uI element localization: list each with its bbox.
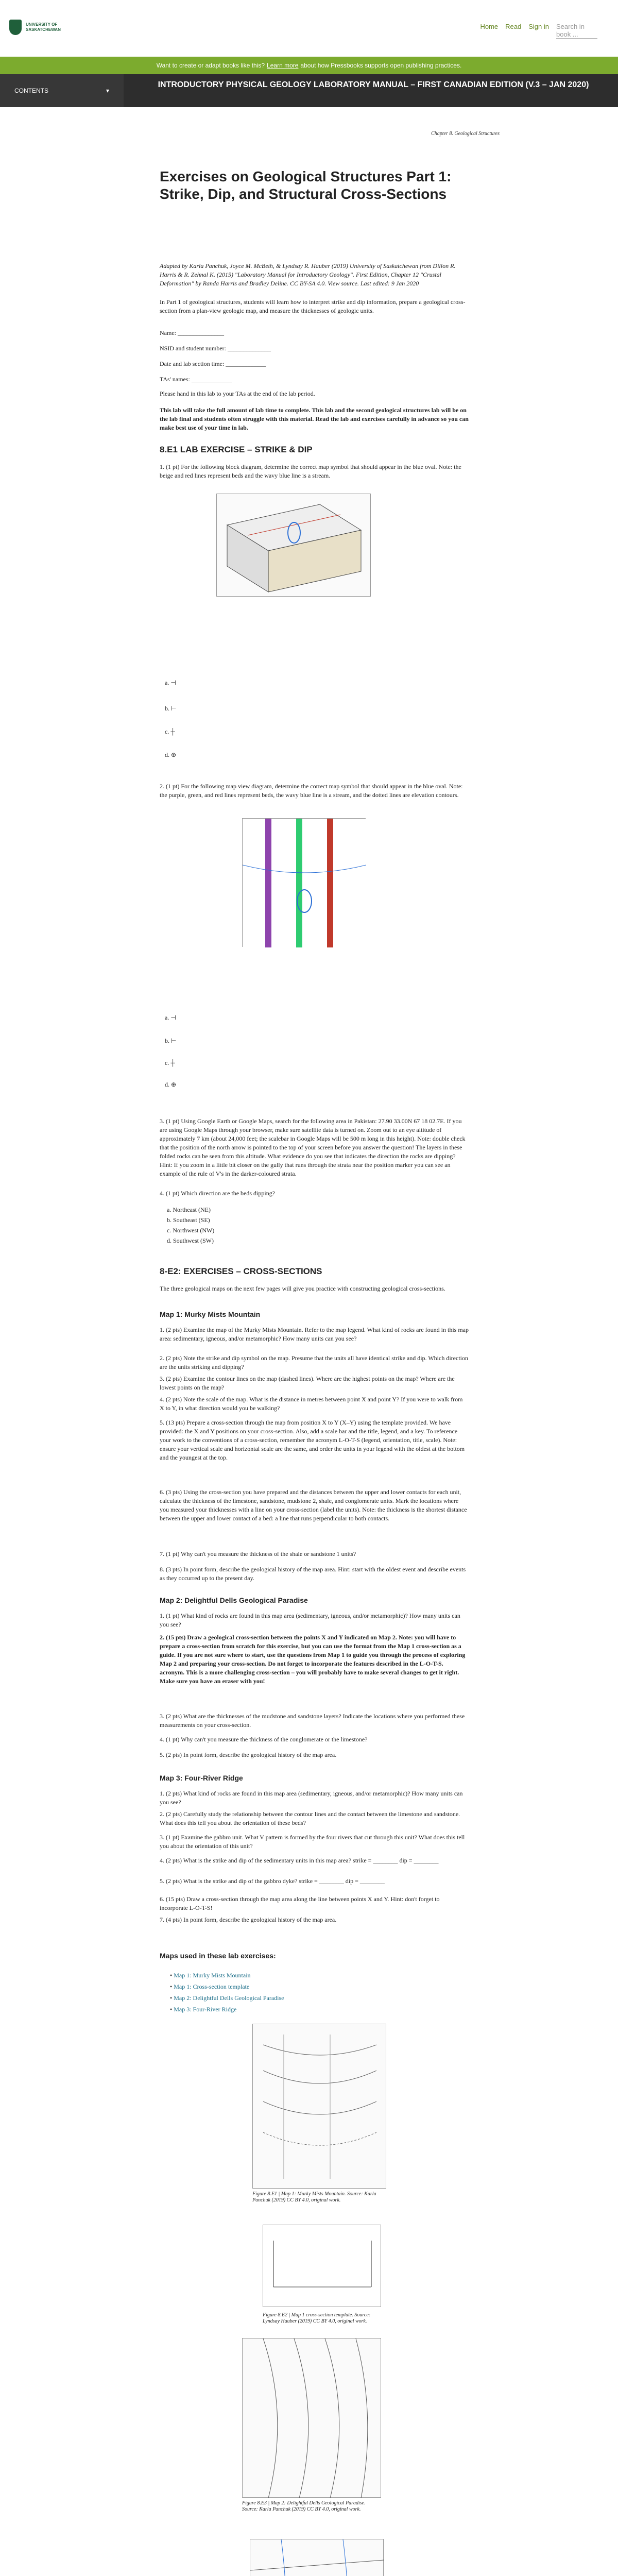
option-a[interactable]: a. ⊣ bbox=[165, 679, 176, 686]
map1-q4: 4. (2 pts) Note the scale of the map. What is the distance in metres between point X and point Y? If you were to walk from X to Y, in what direction would you be walking? bbox=[160, 1396, 463, 1412]
maps-list-item: • Map 1: Cross-section template bbox=[170, 1983, 250, 1990]
map3-link[interactable]: Map 3: Four-River Ridge bbox=[174, 2006, 237, 2013]
banner-link[interactable]: Learn more bbox=[267, 62, 299, 69]
intro-paragraph: In Part 1 of geological structures, students will learn how to interpret strike and dip information, prepare a geological cross-section from a plan-view geologic map, and measure the thicknesses of geologic units. bbox=[160, 298, 466, 314]
maps-heading: Maps used in these lab exercises: bbox=[160, 1952, 276, 1960]
map3-q2: 2. (2 pts) Carefully study the relationship between the contour lines and the contact between the limestone and sandstone. What does this tell you about the orientation of these beds? bbox=[160, 1810, 460, 1826]
nav-sign-in[interactable]: Sign in bbox=[528, 23, 549, 30]
map-view-svg bbox=[243, 819, 366, 947]
hand-in-note: Please hand in this lab to your TAs at the end of the lab period. bbox=[160, 390, 315, 397]
question-4: 4. (1 pt) Which direction are the beds dipping? bbox=[160, 1190, 276, 1197]
warning-note: This lab will take the full amount of lab time to complete. This lab and the second geological structures lab will be on the lab final and students often struggle with this material. Read the lab and exercises carefully in advance so you can make best use of your time in lab. bbox=[160, 406, 469, 431]
map2-svg bbox=[243, 2338, 382, 2498]
e2-intro: The three geological maps on the next few pages will give you practice with constructing geological cross-sections. bbox=[160, 1285, 445, 1292]
nav-home[interactable]: Home bbox=[480, 23, 499, 30]
contents-label: CONTENTS bbox=[14, 87, 48, 94]
contents-toggle[interactable] bbox=[0, 74, 124, 107]
map1-q2: 2. (2 pts) Note the strike and dip symbol on the map. Presume that the units all have identical strike and dip. Which direction are the units striking and dipping? bbox=[160, 1354, 468, 1370]
q4-options bbox=[167, 1205, 214, 1246]
map1-q7: 7. (1 pt) Why can't you measure the thickness of the shale or sandstone 1 units? bbox=[160, 1550, 356, 1557]
map2-figure bbox=[242, 2338, 381, 2498]
logo-text: UNIVERSITY OF SASKATCHEWAN bbox=[26, 22, 61, 32]
template-svg bbox=[263, 2225, 382, 2308]
map1-q5: 5. (13 pts) Prepare a cross-section through the map from position X to Y (X–Y) using the template provided. We have provided: the X and Y positions on your cross-section. Also, add a scale bar and the title, legend, and a key. To reference your work to the conventions of a cross-section, remember the acronym L-O-T-S (legend, orientation, title, scale). Note: ensure your vertical scale and horizontal scale are the same, and order the units in your legend with the oldest at the bottom and the youngest at the top. bbox=[160, 1419, 465, 1461]
chapter-label: Chapter 8. Geological Structures bbox=[431, 131, 500, 137]
map3-figure bbox=[250, 2539, 384, 2576]
map3-q6: 6. (15 pts) Draw a cross-section through the map area along the line between points X and Y. Hint: don't forget to incorporate L-O-T-S! bbox=[160, 1895, 440, 1911]
map3-q5: 5. (2 pts) What is the strike and dip of the gabbro dyke? strike = ________ dip = ________ bbox=[160, 1877, 385, 1885]
map1-q1: 1. (2 pts) Examine the map of the Murky Mists Mountain. Refer to the map legend. What kind of rocks are found in this map area: sedimentary, igneous, and/or metamorphic? How many units can you see? bbox=[160, 1326, 469, 1342]
question-2: 2. (1 pt) For the following map view diagram, determine the correct map symbol that should appear in the blue oval. Note: the purple, green, and red lines represent beds, the wavy blue line is a stream, and the dotted lines are elevation contours. bbox=[160, 783, 463, 799]
ta-field: TAs' names: _____________ bbox=[160, 376, 232, 383]
q4-option-d[interactable]: d. Southwest (SW) bbox=[167, 1237, 214, 1244]
banner-text-end: about how Pressbooks supports open publishing practices. bbox=[300, 62, 462, 69]
search-input[interactable]: Search in book ... bbox=[556, 23, 597, 39]
map3-heading: Map 3: Four-River Ridge bbox=[160, 1774, 243, 1782]
map2-q1: 1. (1 pt) What kind of rocks are found in this map area (sedimentary, igneous, and/or metamorphic)? How many units can you see? bbox=[160, 1612, 460, 1628]
nav-read[interactable]: Read bbox=[505, 23, 522, 30]
map3-q7: 7. (4 pts) In point form, describe the geological history of the map area. bbox=[160, 1916, 337, 1923]
name-field: Name: _______________ bbox=[160, 329, 224, 336]
nsid-field: NSID and student number: ______________ bbox=[160, 345, 271, 352]
map2-q2: 2. (15 pts) Draw a geological cross-section between the points X and Y indicated on Map 2. Note: you will have to prepare a cross-section from scratch for this exercise, but you can use the format from the Map 1 cross-section as a guide. If you are not sure where to start, use the questions from Map 1 to guide you through the process of exploring Map 2 and preparing your cross-section. Do not forget to incorporate the features described in the L-O-T-S. acronym. This is a more challenging cross-section – you will probably have to make several changes to get it right. Make sure you have an eraser with you! bbox=[160, 1634, 466, 1685]
map3-q4: 4. (2 pts) What is the strike and dip of the sedimentary units in this map area? strike = ________ dip = ________ bbox=[160, 1857, 439, 1864]
q4-option-b[interactable]: b. Southeast (SE) bbox=[167, 1216, 210, 1224]
top-nav bbox=[480, 23, 597, 39]
banner-text: Want to create or adapt books like this? bbox=[156, 62, 265, 69]
q4-option-a[interactable]: a. Northeast (NE) bbox=[167, 1206, 211, 1213]
map1-svg bbox=[253, 2024, 387, 2189]
info-banner bbox=[0, 57, 618, 74]
map-view-diagram bbox=[242, 818, 366, 947]
map2-q3: 3. (2 pts) What are the thicknesses of the mudstone and sandstone layers? Indicate the locations where you performed these measurements on your cross-section. bbox=[160, 1713, 465, 1728]
map1-q3: 3. (2 pts) Examine the contour lines on the map (dashed lines). Where are the highest points on the map? Where are the lowest points on the map? bbox=[160, 1375, 455, 1391]
map1-q6: 6. (3 pts) Using the cross-section you have prepared and the distances between the upper and lower contacts for each unit, calculate the thickness of the limestone, sandstone, mudstone 2, shale, and conglomerate units. Mark the locations where you measured your thicknesses with a line on your cross-section (label the units). Note: the thickness is the shortest distance between the upper and lower contact of a bed: a line that runs perpendicular to both contacts. bbox=[160, 1488, 467, 1522]
book-title[interactable]: INTRODUCTORY PHYSICAL GEOLOGY LABORATORY MANUAL – FIRST CANADIAN EDITION (V.3 – JAN 2020) bbox=[158, 80, 589, 89]
date-field: Date and lab section time: _____________ bbox=[160, 360, 266, 367]
map2-q4: 4. (1 pt) Why can't you measure the thickness of the conglomerate or the limestone? bbox=[160, 1736, 368, 1743]
question-3: 3. (1 pt) Using Google Earth or Google Maps, search for the following area in Pakistan: 27.90 33.00N 67 18 02.7E. If you are using Google Maps through your browser, make sure satellite data is turned on. Zoom out to an eye altitude of approximately 7 km (about 24,000 feet; the scalebar in Google Maps will be 500 m long in this height). Note: double check that the position of the north arrow is pointed to the top of your screen before you answer the question! The layers in these folded rocks can be seen from this altitude. What evidence do you see that indicates the direction the rocks are dipping? Hint: If you zoom in a little bit closer on the gully that runs through the strata near the position marker you can see an example of the rule of V's in the darker-coloured strata. bbox=[160, 1117, 466, 1177]
option-d[interactable]: d. ⊕ bbox=[165, 751, 177, 758]
book-header bbox=[0, 74, 618, 107]
map3-svg bbox=[250, 2539, 384, 2576]
adapted-note: Adapted by Karla Panchuk, Joyce M. McBeth, & Lyndsay R. Hauber (2019) University of Saskatchewan from Dillon R. Harris & R. Zehnal K. (2015) "Laboratory Manual for Introductory Geology". First Edition, Chapter 12 "Crustal Deformation" by Randa Harris and Bradley Deline. CC BY-SA 4.0. View source. Last edited: 9 Jan 2020 bbox=[160, 262, 456, 287]
option-2d[interactable]: d. ⊕ bbox=[165, 1081, 177, 1088]
map2-link[interactable]: Map 2: Delightful Dells Geological Paradise bbox=[174, 1994, 284, 2002]
section-heading-e2: 8-E2: EXERCISES – CROSS-SECTIONS bbox=[160, 1266, 322, 1276]
option-2b[interactable]: b. ⊢ bbox=[165, 1037, 177, 1044]
maps-list bbox=[170, 1970, 284, 2015]
maps-list-item: • Map 3: Four-River Ridge bbox=[170, 2006, 237, 2013]
figure-caption: Figure 8.E2 | Map 1 cross-section template. Source: Lyndsay Hauber (2019) CC BY 4.0, original work. bbox=[263, 2312, 371, 2324]
option-2a[interactable]: a. ⊣ bbox=[165, 1014, 176, 1021]
block-diagram-svg bbox=[217, 494, 371, 597]
crest-icon bbox=[9, 20, 22, 35]
map2-q5: 5. (2 pts) In point form, describe the geological history of the map area. bbox=[160, 1751, 337, 1758]
block-diagram bbox=[216, 494, 371, 597]
top-bar bbox=[0, 0, 618, 57]
map1-template-link[interactable]: Map 1: Cross-section template bbox=[174, 1983, 250, 1990]
page-title: Exercises on Geological Structures Part 1: Strike, Dip, and Structural Cross-Sections bbox=[160, 168, 452, 202]
map1-figure bbox=[252, 2024, 386, 2189]
question-1: 1. (1 pt) For the following block diagram, determine the correct map symbol that should appear in the blue oval. Note: the beige and red lines represent beds and the wavy blue line is a stream. bbox=[160, 463, 461, 479]
university-logo[interactable] bbox=[9, 20, 77, 35]
cross-section-template bbox=[263, 2225, 381, 2307]
maps-list-item: • Map 2: Delightful Dells Geological Paradise bbox=[170, 1994, 284, 2002]
q4-option-c[interactable]: c. Northwest (NW) bbox=[167, 1227, 215, 1234]
maps-list-item: • Map 1: Murky Mists Mountain bbox=[170, 1972, 251, 1979]
map1-q8: 8. (3 pts) In point form, describe the geological history of the map area. Hint: start with the oldest event and describe events as they occurred up to the present day. bbox=[160, 1566, 466, 1582]
map3-q1: 1. (2 pts) What kind of rocks are found in this map area (sedimentary, igneous, and/or metamorphic)? How many units can you see? bbox=[160, 1790, 463, 1806]
map2-heading: Map 2: Delightful Dells Geological Paradise bbox=[160, 1596, 308, 1604]
map1-link[interactable]: Map 1: Murky Mists Mountain bbox=[174, 1972, 251, 1979]
option-c[interactable]: c. ┼ bbox=[165, 728, 175, 735]
map1-heading: Map 1: Murky Mists Mountain bbox=[160, 1310, 261, 1318]
chevron-down-icon: ▾ bbox=[106, 87, 109, 94]
option-b[interactable]: b. ⊢ bbox=[165, 705, 177, 712]
figure-caption: Figure 8.E1 | Map 1: Murky Mists Mountain. Source: Karla Panchuk (2019) CC BY 4.0, original work. bbox=[252, 2191, 376, 2203]
section-heading-e1: 8.E1 LAB EXERCISE – STRIKE & DIP bbox=[160, 445, 313, 454]
figure-caption: Figure 8.E3 | Map 2: Delightful Dells Geological Paradise. Source: Karla Panchuk (2019) CC BY 4.0, original work. bbox=[242, 2500, 366, 2512]
option-2c[interactable]: c. ┼ bbox=[165, 1059, 175, 1066]
map3-q3: 3. (1 pt) Examine the gabbro unit. What V pattern is formed by the four rivers that cut through this unit? What does this tell you about the orientation of this unit? bbox=[160, 1834, 465, 1850]
